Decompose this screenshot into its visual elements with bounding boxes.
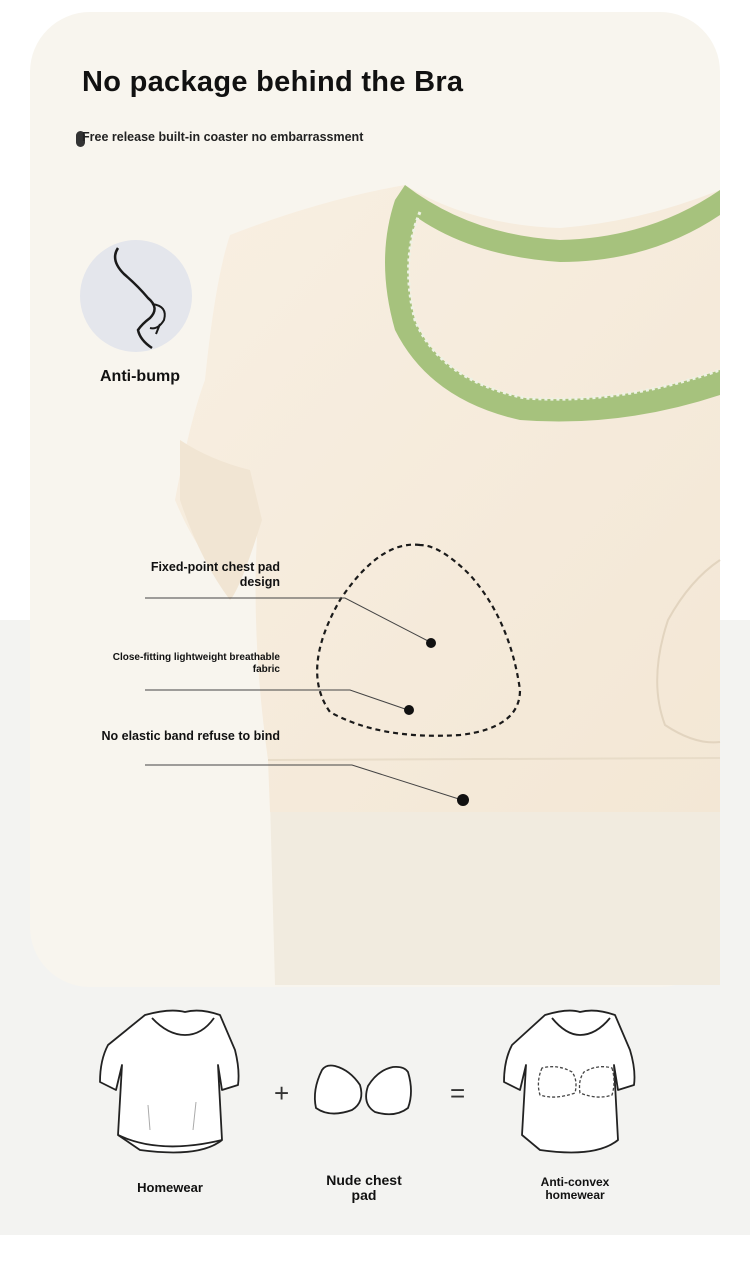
chest-pad-icon <box>315 1066 411 1115</box>
callout-text: Close-fitting lightweight breathable <box>112 652 280 663</box>
callout-dot-3 <box>457 794 469 806</box>
callout-band <box>80 729 280 744</box>
tshirt-icon <box>100 1011 239 1153</box>
label-text: Anti-convex <box>540 1175 610 1189</box>
homewear-label <box>110 1181 230 1195</box>
callout-text: design <box>239 575 280 589</box>
feature-label: Anti-bump <box>100 368 180 385</box>
callout-text: fabric <box>252 664 280 675</box>
anti-convex-tshirt-icon <box>504 1011 635 1153</box>
label-text: Homewear <box>137 1180 203 1195</box>
callout-dot-2 <box>404 705 414 715</box>
callout-dot-1 <box>426 638 436 648</box>
chest-pad-label <box>304 1173 424 1204</box>
callout-fabric <box>70 652 280 676</box>
callout-text: Fixed-point chest pad <box>150 560 280 574</box>
plus-operator: + <box>274 1078 290 1108</box>
inner-layer <box>270 800 720 985</box>
page-subtitle: Free release built-in coaster no embarrassment <box>82 130 364 144</box>
page-title: No package behind the Bra <box>82 66 464 98</box>
label-text: homewear <box>545 1188 605 1203</box>
body-profile-icon <box>80 240 192 352</box>
callout-chest-pad <box>100 560 280 590</box>
label-text: pad <box>351 1187 377 1204</box>
label-text: Nude chest <box>326 1172 402 1188</box>
anti-convex-label <box>515 1176 635 1202</box>
callout-text: No elastic band refuse to bind <box>101 729 280 743</box>
equals-operator: = <box>450 1078 466 1108</box>
